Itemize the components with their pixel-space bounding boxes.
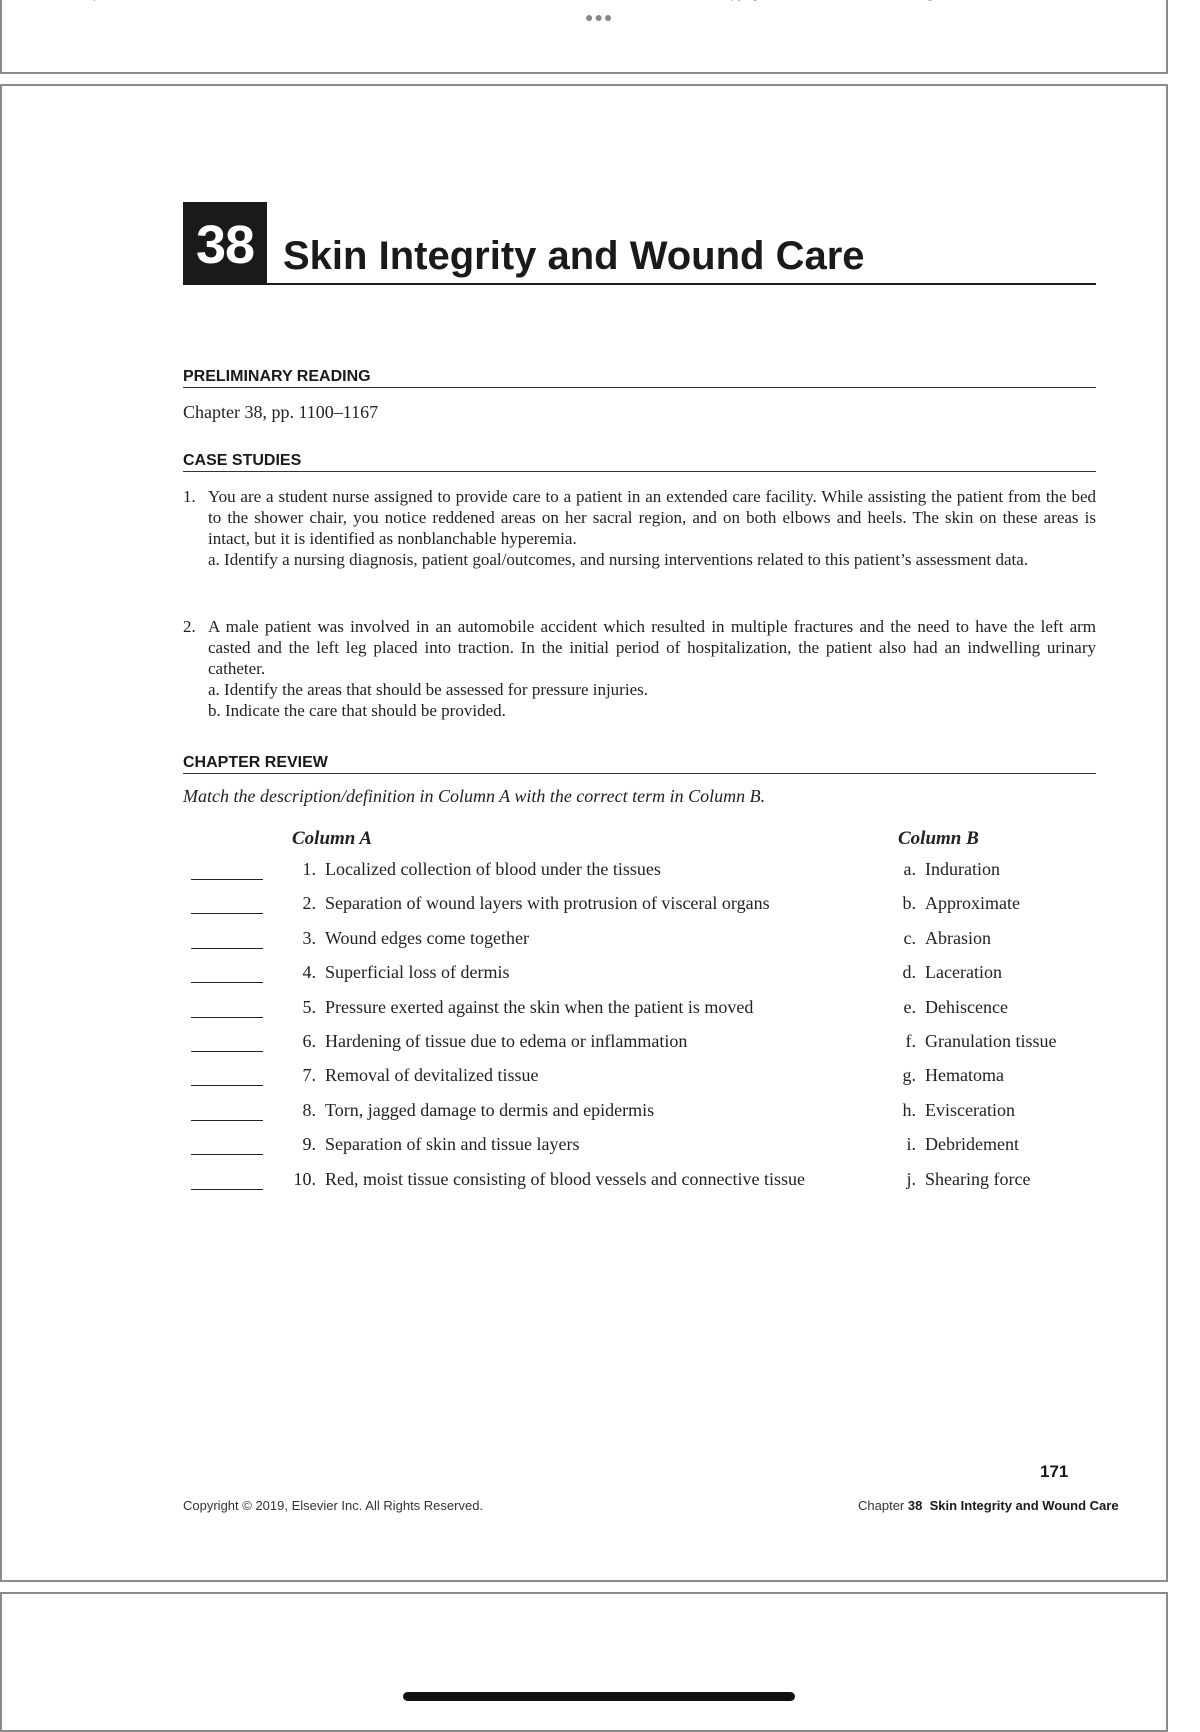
column-b-term: Evisceration (925, 1099, 1015, 1120)
column-b-letter: c. (903, 927, 916, 948)
answer-blank[interactable] (191, 1189, 263, 1190)
chapter-review-heading: CHAPTER REVIEW (183, 754, 1096, 774)
answer-blank[interactable] (191, 879, 263, 880)
column-a-number: 7. (302, 1065, 316, 1086)
column-a-description: Removal of devitalized tissue (325, 1065, 539, 1086)
column-a-number: 6. (302, 1031, 316, 1051)
matching-instructions: Match the description/definition in Column A with the correct term in Column B. (183, 786, 766, 806)
home-indicator[interactable] (403, 1692, 795, 1701)
answer-blank[interactable] (191, 913, 263, 914)
case-study-question: b. Indicate the care that should be provided. (208, 701, 506, 720)
case-studies-heading: CASE STUDIES (183, 452, 1096, 472)
case-study-1 (183, 486, 1096, 570)
answer-blank[interactable] (191, 1051, 263, 1052)
matching-row (0, 928, 1168, 958)
column-a-description: Superficial loss of dermis (325, 962, 510, 983)
column-a-number: 3. (302, 927, 316, 948)
column-b-letter: i. (906, 1134, 916, 1155)
column-a-description: Separation of skin and tissue layers (325, 1134, 580, 1155)
column-b-letter: b. (902, 893, 916, 914)
column-b-letter: a. (903, 859, 916, 879)
answer-blank[interactable] (191, 1017, 263, 1018)
column-b-letter: f. (905, 1031, 916, 1051)
column-b-term: Abrasion (925, 927, 991, 948)
column-a-description: Pressure exerted against the skin when the patient is moved (325, 996, 754, 1017)
column-a-number: 10. (293, 1168, 316, 1189)
column-b-term: Shearing force (925, 1168, 1031, 1189)
matching-row (0, 997, 1168, 1027)
column-b-letter: d. (902, 962, 916, 983)
matching-row (0, 1031, 1168, 1061)
case-study-question: a. Identify the areas that should be assessed for pressure injuries. (208, 680, 648, 699)
column-b-term: Dehiscence (925, 996, 1008, 1017)
matching-row (0, 893, 1168, 923)
column-b-term: Approximate (925, 893, 1020, 914)
case-study-number: 2. (183, 617, 196, 636)
column-a-description: Wound edges come together (325, 927, 529, 948)
column-a-number: 9. (302, 1134, 316, 1155)
column-b-term: Debridement (925, 1134, 1019, 1155)
column-b-letter: g. (902, 1065, 916, 1086)
column-b-term: Hematoma (925, 1065, 1004, 1086)
answer-blank[interactable] (191, 948, 263, 949)
page-number: 171 (1040, 1462, 1069, 1481)
next-page (0, 1592, 1168, 1732)
matching-row (0, 859, 1168, 889)
previous-page-header-left (69, 0, 240, 1)
matching-row (0, 1169, 1168, 1199)
matching-row (0, 962, 1168, 992)
previous-page (0, 0, 1168, 74)
column-a-description: Hardening of tissue due to edema or inflammation (325, 1031, 688, 1051)
answer-blank[interactable] (191, 1085, 263, 1086)
column-a-description: Localized collection of blood under the tissues (325, 859, 661, 879)
more-options-icon[interactable]: ●●● (585, 11, 614, 26)
column-a-description: Separation of wound layers with protrusion of visceral organs (325, 893, 770, 914)
column-a-number: 2. (302, 893, 316, 914)
column-a-heading: Column A (292, 828, 373, 849)
matching-row (0, 1065, 1168, 1095)
column-b-term: Induration (925, 859, 1000, 879)
matching-row (0, 1134, 1168, 1164)
footer-chapter (858, 1498, 1119, 1513)
column-a-number: 8. (302, 1099, 316, 1120)
previous-page-header-right (714, 0, 1014, 1)
case-study-2 (183, 616, 1096, 721)
preliminary-reading-text: Chapter 38, pp. 1100–1167 (183, 402, 379, 422)
case-study-text: A male patient was involved in an automobile accident which resulted in multiple fractures and the need to have the left arm casted and the left leg placed into traction. In the initial period of hospitalization, the patient also had an indwelling urinary catheter. (208, 617, 1096, 678)
chapter-number-badge: 38 (183, 202, 267, 284)
column-b-heading: Column B (898, 828, 979, 849)
column-b-letter: h. (902, 1099, 916, 1120)
matching-row (0, 1100, 1168, 1130)
column-b-term: Granulation tissue (925, 1031, 1057, 1051)
chapter-title: Skin Integrity and Wound Care (283, 234, 865, 278)
answer-blank[interactable] (191, 1154, 263, 1155)
column-a-number: 4. (302, 962, 316, 983)
footer-chapter-number: 38 (907, 1498, 923, 1513)
column-a-number: 1. (302, 859, 316, 879)
column-a-description: Torn, jagged damage to dermis and epidermis (325, 1099, 655, 1120)
column-b-term: Laceration (925, 962, 1002, 983)
footer-copyright: Copyright © 2019, Elsevier Inc. All Rights Reserved. (183, 1498, 484, 1513)
preliminary-reading-heading: PRELIMINARY READING (183, 368, 1096, 388)
answer-blank[interactable] (191, 982, 263, 983)
case-study-question: a. Identify a nursing diagnosis, patient goal/outcomes, and nursing interventions related to this patient’s assessment data. (208, 550, 1029, 569)
case-study-number: 1. (183, 487, 196, 506)
case-study-text: You are a student nurse assigned to provide care to a patient in an extended care facility. While assisting the patient from the bed to the shower chair, you notice reddened areas on her sacral region, and on both elbows and heels. The skin on these areas is intact, but it is identified as nonblanchable hyperemia. (208, 487, 1096, 548)
document-page (0, 84, 1168, 1582)
column-b-letter: e. (903, 996, 916, 1017)
column-a-description: Red, moist tissue consisting of blood vessels and connective tissue (325, 1168, 805, 1189)
column-a-number: 5. (302, 996, 316, 1017)
answer-blank[interactable] (191, 1120, 263, 1121)
chapter-title-rule (183, 283, 1096, 285)
footer-chapter-title: Skin Integrity and Wound Care (929, 1498, 1119, 1513)
column-b-letter: j. (906, 1168, 916, 1189)
footer-chapter-prefix: Chapter (858, 1498, 905, 1513)
